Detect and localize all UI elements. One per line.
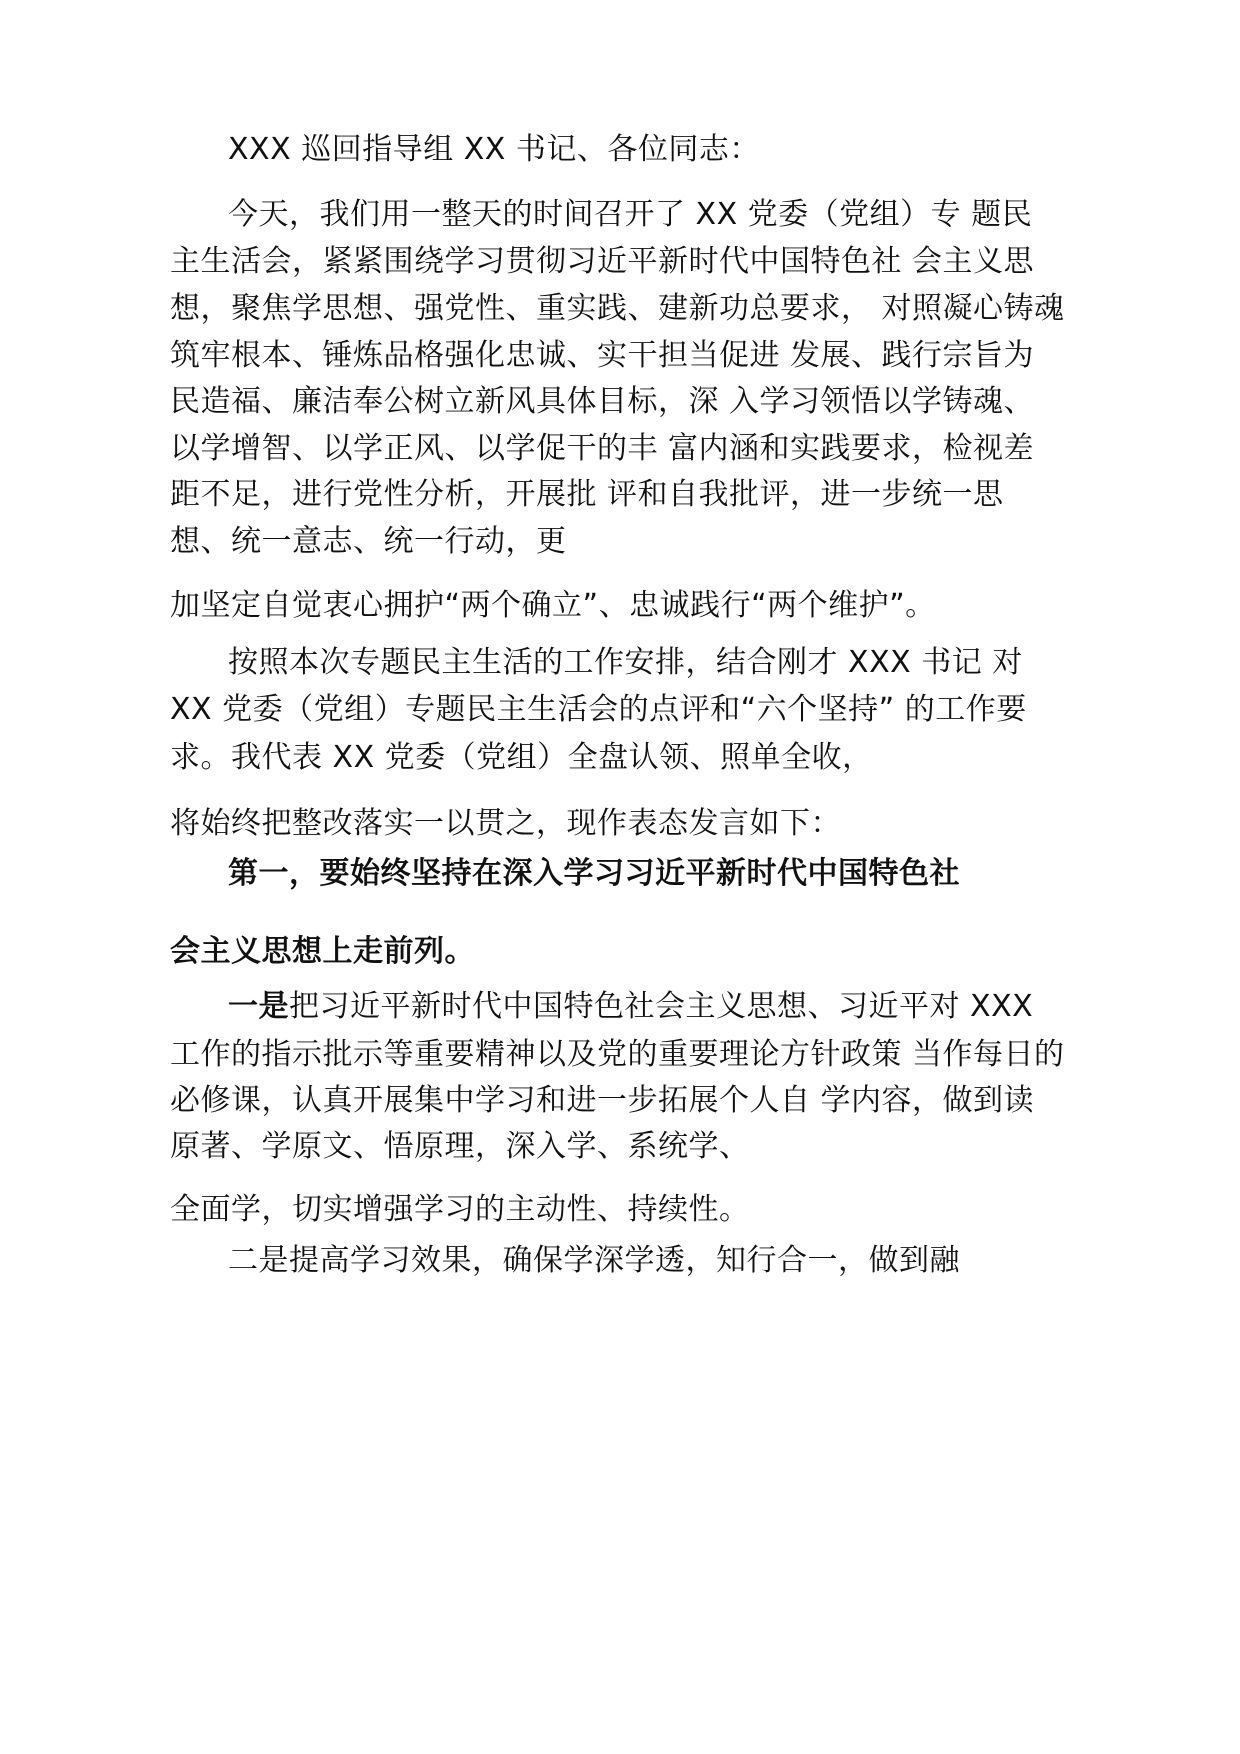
salutation: XXX 巡回指导组 XX 书记、各位同志： — [228, 132, 760, 167]
paragraph-line: 主生活会，紧紧围绕学习贯彻习近平新时代中国特色社 会主义思 — [170, 244, 1035, 279]
point-text: 把习近平新时代中国特色社会主义思想、习近平对 XXX — [289, 989, 1034, 1024]
paragraph-line: 以学增智、以学正风、以学促干的丰 富内涵和实践要求，检视差 — [170, 431, 1035, 466]
paragraph-line: 求。我代表 XX 党委（党组）全盘认领、照单全收， — [170, 740, 873, 775]
paragraph-line: 想，聚焦学思想、强党性、重实践、建新功总要求， 对照凝心铸魂 — [170, 291, 1065, 326]
paragraph-line: 必修课，认真开展集中学习和进一步拓展个人自 学内容，做到读 — [170, 1083, 1035, 1118]
paragraph-line: XX 党委（党组）专题民主生活会的点评和“六个坚持” 的工作要 — [170, 692, 1027, 727]
section-heading: 会主义思想上走前列。 — [170, 934, 475, 969]
paragraph-line: 今天，我们用一整天的时间召开了 XX 党委（党组）专 题民 — [228, 197, 1033, 232]
paragraph-line: 民造福、廉洁奉公树立新风具体目标，深 入学习领悟以学铸魂、 — [170, 384, 1035, 419]
paragraph-line: 将始终把整改落实一以贯之，现作表态发言如下： — [170, 806, 841, 841]
paragraph-line: 加坚定自觉衷心拥护“两个确立”、忠诚践行“两个维护”。 — [170, 588, 936, 623]
paragraph-line: 想、统一意志、统一行动，更 — [170, 524, 567, 559]
paragraph-line: 筑牢根本、锤炼品格强化忠诚、实干担当促进 发展、践行宗旨为 — [170, 338, 1035, 373]
paragraph-line: 二是提高学习效果，确保学深学透，知行合一，做到融 — [228, 1243, 960, 1278]
paragraph-line: 原著、学原文、悟原理，深入学、系统学、 — [170, 1129, 750, 1164]
paragraph-line: 全面学，切实增强学习的主动性、持续性。 — [170, 1192, 750, 1227]
paragraph-line: 距不足，进行党性分析，开展批 评和自我批评，进一步统一思 — [170, 477, 1004, 512]
paragraph-line — [228, 987, 1033, 1027]
paragraph-line: 工作的指示批示等重要精神以及党的重要理论方针政策 当作每日的 — [170, 1037, 1065, 1072]
paragraph-line: 按照本次专题民主生活的工作安排，结合刚才 XXX 书记 对 — [228, 645, 1023, 680]
section-heading: 第一，要始终坚持在深入学习习近平新时代中国特色社 — [228, 856, 960, 891]
point-lead: 一是 — [228, 989, 289, 1024]
